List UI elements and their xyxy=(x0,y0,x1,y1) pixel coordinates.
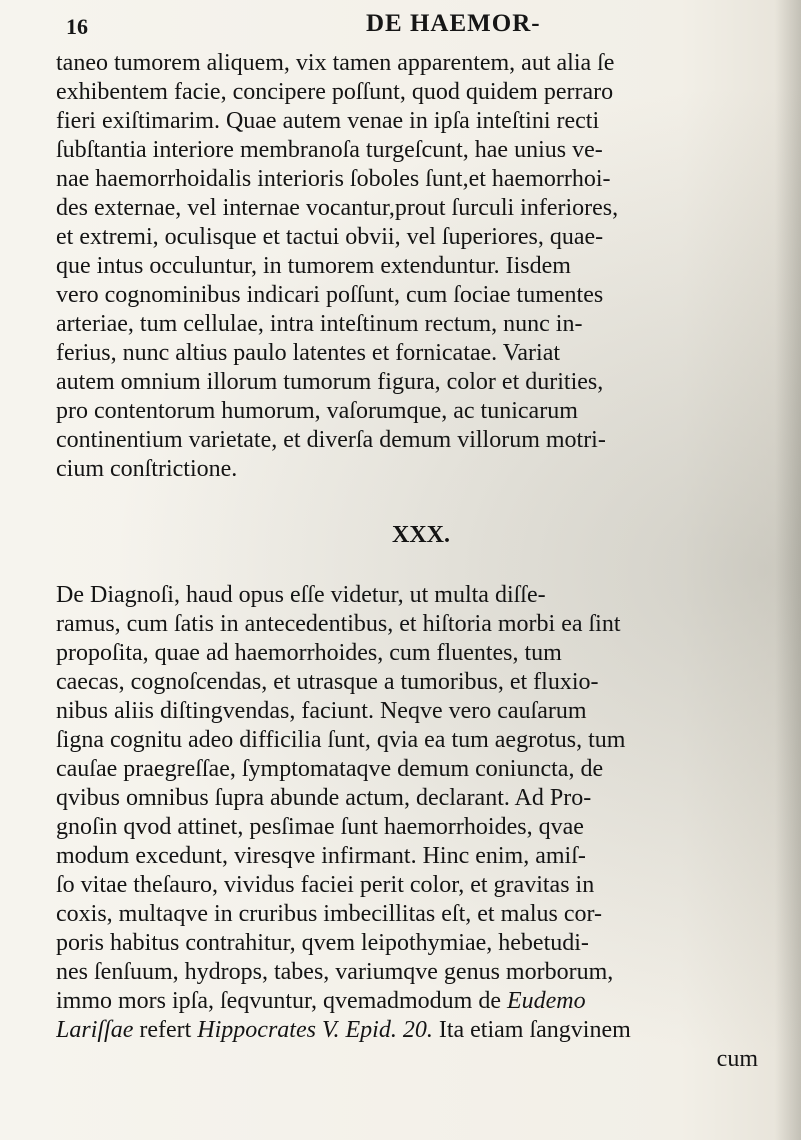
text-line: cium conſtrictione. xyxy=(56,456,238,482)
paragraph-2 xyxy=(56,581,786,1074)
text-line: nes ſenſuum, hydrops, tabes, variumqve genus morborum, xyxy=(56,959,614,985)
text-line xyxy=(56,1016,786,1045)
italic-reference: Hippocrates V. Epid. 20. xyxy=(197,1017,433,1043)
text-line: gnoſin qvod attinet, pesſimae ſunt haemorrhoides, qvae xyxy=(56,814,584,840)
text-line: caecas, cognoſcendas, et utrasque a tumoribus, et fluxio- xyxy=(56,669,599,695)
text-line: modum excedunt, viresqve infirmant. Hinc enim, amiſ- xyxy=(56,843,586,869)
text-fragment: refert xyxy=(139,1017,192,1043)
paragraph-1 xyxy=(56,49,786,484)
catchword: cum xyxy=(716,1046,758,1072)
text-line xyxy=(56,987,786,1016)
text-line: fieri exiſtimarim. Quae autem venae in ipſa inteſtini recti xyxy=(56,108,600,134)
text-line: vero cognominibus indicari poſſunt, cum ſociae tumentes xyxy=(56,282,604,308)
text-line: arteriae, tum cellulae, intra inteſtinum rectum, nunc in- xyxy=(56,311,583,337)
text-line: cauſae praegreſſae, ſymptomataqve demum coniuncta, de xyxy=(56,756,604,782)
text-line: ferius, nunc altius paulo latentes et fornicatae. Variat xyxy=(56,340,561,366)
page-number: 16 xyxy=(66,14,88,39)
text-fragment: Ita etiam ſangvinem xyxy=(438,1017,631,1043)
text-line: nae haemorrhoidalis interioris ſoboles ſunt,et haemorrhoi- xyxy=(56,166,611,192)
text-line: coxis, multaqve in cruribus imbecillitas eſt, et malus cor- xyxy=(56,901,603,927)
text-line: propoſita, quae ad haemorrhoides, cum fluentes, tum xyxy=(56,640,562,666)
text-line: pro contentorum humorum, vaſorumque, ac tunicarum xyxy=(56,398,578,424)
text-line: qvibus omnibus ſupra abunde actum, declarant. Ad Pro- xyxy=(56,785,592,811)
page-header xyxy=(66,2,726,46)
text-line: exhibentem facie, concipere poſſunt, quod quidem perraro xyxy=(56,79,614,105)
text-line: De Diagnoſi, haud opus eſſe videtur, ut multa diſſe- xyxy=(56,582,546,608)
text-line: ſubſtantia interiore membranoſa turgeſcunt, hae unius ve- xyxy=(56,137,603,163)
running-title: DE HAEMOR- xyxy=(366,10,541,37)
text-line: continentium varietate, et diverſa demum villorum motri- xyxy=(56,427,606,453)
text-line: des externae, vel internae vocantur,prout ſurculi inferiores, xyxy=(56,195,619,221)
text-line: que intus occuluntur, in tumorem extenduntur. Iisdem xyxy=(56,253,571,279)
italic-name: Lariſſae xyxy=(56,1017,134,1043)
text-line: ſigna cognitu adeo difficilia ſunt, qvia ea tum aegrotus, tum xyxy=(56,727,626,753)
text-fragment: immo mors ipſa, ſeqvuntur, qvemadmodum de xyxy=(56,988,501,1014)
italic-name: Eudemo xyxy=(506,988,586,1014)
text-line: ſo vitae theſauro, vividus faciei perit color, et gravitas in xyxy=(56,872,595,898)
text-line: et extremi, oculisque et tactui obvii, vel ſuperiores, quae- xyxy=(56,224,604,250)
text-line: nibus aliis diſtingvendas, faciunt. Neqve vero cauſarum xyxy=(56,698,587,724)
text-line: ramus, cum ſatis in antecedentibus, et hiſtoria morbi ea ſint xyxy=(56,611,621,637)
text-line: autem omnium illorum tumorum figura, color et durities, xyxy=(56,369,604,395)
text-line: taneo tumorem aliquem, vix tamen apparentem, aut alia ſe xyxy=(56,50,615,76)
text-line: poris habitus contrahitur, qvem leipothymiae, hebetudi- xyxy=(56,930,589,956)
section-number: XXX. xyxy=(392,522,450,548)
